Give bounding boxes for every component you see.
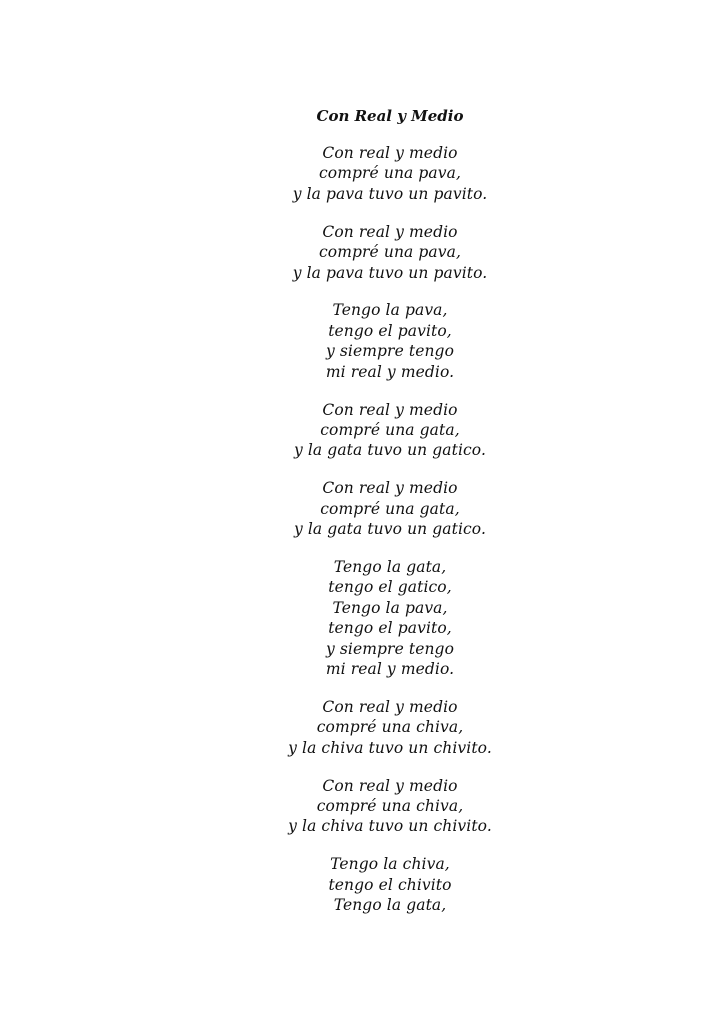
verse-line: Tengo la pava, [332, 598, 448, 617]
verse-line: compré una gata, [320, 499, 460, 518]
verse-line: y la chiva tuvo un chivito. [288, 817, 492, 836]
verse-line: y la pava tuvo un pavito. [292, 184, 488, 203]
verse-line: y la pava tuvo un pavito. [292, 263, 488, 282]
verse-line: Tengo la pava, [332, 301, 448, 320]
stanza-4 [0, 400, 724, 461]
verse-line: Tengo la gata, [333, 896, 447, 915]
verse-line: tengo el gatico, [328, 578, 452, 597]
verse-line: compré una gata, [320, 420, 460, 439]
stanza-9 [0, 854, 724, 915]
verse-line: Con real y medio [322, 400, 458, 419]
verse-line: tengo el pavito, [328, 619, 452, 638]
verse-line: compré una chiva, [316, 718, 464, 737]
stanza-5 [0, 478, 724, 539]
stanza-2 [0, 222, 724, 283]
verse-line: Con real y medio [322, 479, 458, 498]
verse-line: y siempre tengo [325, 342, 455, 361]
verse-line: mi real y medio. [325, 362, 455, 381]
verse-line: y siempre tengo [325, 639, 455, 658]
verse-line: Tengo la gata, [333, 558, 447, 576]
poem [0, 105, 724, 933]
poem-title: Con Real y Medio [316, 107, 464, 125]
verse-line: Con real y medio [322, 222, 458, 241]
verse-line: compré una pava, [319, 164, 461, 183]
verse-line: Con real y medio [322, 144, 458, 162]
verse-line: Tengo la chiva, [330, 855, 450, 874]
verse-line: Con real y medio [322, 697, 458, 716]
stanza-7 [0, 697, 724, 758]
verse-line: compré una chiva, [316, 797, 464, 816]
verse-line: y la gata tuvo un gatico. [293, 441, 486, 460]
stanza-1 [0, 143, 724, 204]
verse-line: tengo el pavito, [328, 321, 452, 340]
stanza-3 [0, 300, 724, 382]
verse-line: y la chiva tuvo un chivito. [288, 738, 492, 757]
verse-line: compré una pava, [319, 243, 461, 262]
stanza-8 [0, 776, 724, 837]
verse-line: y la gata tuvo un gatico. [293, 520, 486, 539]
verse-line: Con real y medio [322, 776, 458, 795]
verse-line: mi real y medio. [325, 660, 455, 679]
verse-line: tengo el chivito [328, 875, 452, 894]
stanza-6 [0, 557, 724, 679]
